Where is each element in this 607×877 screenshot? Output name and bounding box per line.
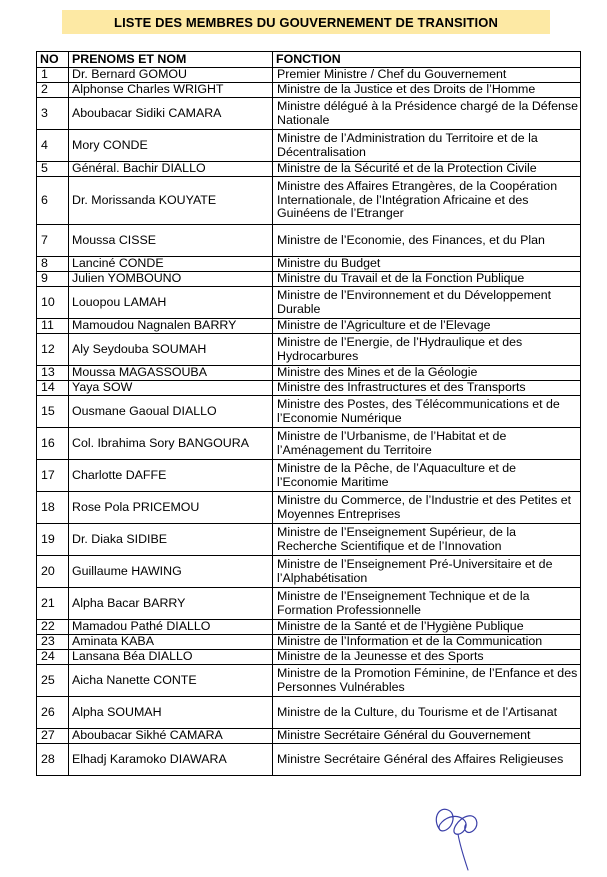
row-number: 5: [37, 162, 69, 177]
table-row: [37, 635, 581, 650]
table-row: [37, 650, 581, 665]
row-number: 9: [37, 272, 69, 287]
member-function: Ministre de l’Urbanisme, de l’Habitat et de l’Aménagement du Territoire: [273, 428, 581, 460]
row-number: 1: [37, 68, 69, 83]
member-function: Ministre de l’Enseignement Pré-Universitaire et de l’Alphabétisation: [273, 556, 581, 588]
row-number: 14: [37, 381, 69, 396]
title-banner: [62, 10, 550, 34]
member-name: Ousmane Gaoual DIALLO: [69, 396, 273, 428]
table-row: [37, 396, 581, 428]
row-number: 16: [37, 428, 69, 460]
row-number: 18: [37, 492, 69, 524]
member-name: Alphonse Charles WRIGHT: [69, 83, 273, 98]
table-row: [37, 556, 581, 588]
header-name: PRENOMS ET NOM: [69, 52, 273, 68]
table-row: [37, 177, 581, 225]
member-function: Ministre des Infrastructures et des Transports: [273, 381, 581, 396]
table-row: [37, 524, 581, 556]
member-function: Ministre Secrétaire Général du Gouvernement: [273, 729, 581, 744]
row-number: 6: [37, 177, 69, 225]
table-row: [37, 665, 581, 697]
member-function: Ministre du Travail et de la Fonction Publique: [273, 272, 581, 287]
member-function: Ministre de l’Environnement et du Développement Durable: [273, 287, 581, 319]
table-row: [37, 492, 581, 524]
row-number: 4: [37, 130, 69, 162]
member-function: Ministre de la Justice et des Droits de l’Homme: [273, 83, 581, 98]
table-row: [37, 460, 581, 492]
member-name: Yaya SOW: [69, 381, 273, 396]
member-name: Lanciné CONDE: [69, 257, 273, 272]
row-number: 26: [37, 697, 69, 729]
row-number: 21: [37, 588, 69, 620]
row-number: 12: [37, 334, 69, 366]
member-function: Ministre de l’Energie, de l’Hydraulique et des Hydrocarbures: [273, 334, 581, 366]
member-function: Ministre de l’Administration du Territoire et de la Décentralisation: [273, 130, 581, 162]
member-name: Aboubacar Sidiki CAMARA: [69, 98, 273, 130]
table-row: [37, 257, 581, 272]
member-name: Dr. Bernard GOMOU: [69, 68, 273, 83]
member-name: Aly Seydouba SOUMAH: [69, 334, 273, 366]
member-function: Ministre délégué à la Présidence chargé de la Défense Nationale: [273, 98, 581, 130]
table-body: [37, 68, 581, 776]
table-row: [37, 334, 581, 366]
row-number: 3: [37, 98, 69, 130]
member-function: Ministre de la Jeunesse et des Sports: [273, 650, 581, 665]
table-row: [37, 729, 581, 744]
member-function: Ministre de l’Information et de la Communication: [273, 635, 581, 650]
table-row: [37, 381, 581, 396]
table-row: [37, 272, 581, 287]
member-name: Mamoudou Nagnalen BARRY: [69, 319, 273, 334]
row-number: 2: [37, 83, 69, 98]
member-function: Ministre de la Pêche, de l’Aquaculture et de l’Economie Maritime: [273, 460, 581, 492]
member-function: Ministre du Commerce, de l’Industrie et des Petites et Moyennes Entreprises: [273, 492, 581, 524]
table-header-row: [37, 52, 581, 68]
member-name: Général. Bachir DIALLO: [69, 162, 273, 177]
row-number: 19: [37, 524, 69, 556]
table-row: [37, 588, 581, 620]
row-number: 23: [37, 635, 69, 650]
member-name: Aboubacar Sikhé CAMARA: [69, 729, 273, 744]
member-name: Aicha Nanette CONTE: [69, 665, 273, 697]
table-row: [37, 319, 581, 334]
member-name: Guillaume HAWING: [69, 556, 273, 588]
table-row: [37, 130, 581, 162]
member-function: Ministre de l’Economie, des Finances, et du Plan: [273, 225, 581, 257]
table-row: [37, 620, 581, 635]
member-function: Ministre du Budget: [273, 257, 581, 272]
member-name: Mamadou Pathé DIALLO: [69, 620, 273, 635]
row-number: 20: [37, 556, 69, 588]
member-name: Moussa MAGASSOUBA: [69, 366, 273, 381]
member-function: Ministre de l’Enseignement Technique et de la Formation Professionnelle: [273, 588, 581, 620]
member-name: Alpha SOUMAH: [69, 697, 273, 729]
member-function: Ministre des Mines et de la Géologie: [273, 366, 581, 381]
member-function: Ministre Secrétaire Général des Affaires Religieuses: [273, 744, 581, 776]
member-function: Ministre des Postes, des Télécommunications et de l’Economie Numérique: [273, 396, 581, 428]
member-name: Col. Ibrahima Sory BANGOURA: [69, 428, 273, 460]
member-function: Ministre de la Santé et de l’Hygiène Publique: [273, 620, 581, 635]
member-function: Ministre de la Culture, du Tourisme et de l’Artisanat: [273, 697, 581, 729]
member-name: Julien YOMBOUNO: [69, 272, 273, 287]
table-row: [37, 68, 581, 83]
member-name: Moussa CISSE: [69, 225, 273, 257]
table-row: [37, 366, 581, 381]
member-name: Mory CONDE: [69, 130, 273, 162]
table-row: [37, 225, 581, 257]
member-function: Ministre de l’Agriculture et de l’Elevage: [273, 319, 581, 334]
row-number: 17: [37, 460, 69, 492]
row-number: 24: [37, 650, 69, 665]
table-row: [37, 697, 581, 729]
member-function: Ministre de la Promotion Féminine, de l’Enfance et des Personnes Vulnérables: [273, 665, 581, 697]
header-no: NO: [37, 52, 69, 68]
member-name: Rose Pola PRICEMOU: [69, 492, 273, 524]
member-function: Ministre de l’Enseignement Supérieur, de la Recherche Scientifique et de l’Innovation: [273, 524, 581, 556]
member-name: Dr. Morissanda KOUYATE: [69, 177, 273, 225]
table-row: [37, 162, 581, 177]
table-row: [37, 287, 581, 319]
row-number: 8: [37, 257, 69, 272]
row-number: 13: [37, 366, 69, 381]
member-function: Ministre des Affaires Etrangères, de la Coopération Internationale, de l’Intégration Africaine et des Guinéens de l’Etranger: [273, 177, 581, 225]
document-title: LISTE DES MEMBRES DU GOUVERNEMENT DE TRANSITION: [114, 14, 498, 30]
member-function: Premier Ministre / Chef du Gouvernement: [273, 68, 581, 83]
row-number: 27: [37, 729, 69, 744]
row-number: 7: [37, 225, 69, 257]
member-name: Aminata KABA: [69, 635, 273, 650]
table-row: [37, 83, 581, 98]
member-name: Elhadj Karamoko DIAWARA: [69, 744, 273, 776]
member-name: Dr. Diaka SIDIBE: [69, 524, 273, 556]
member-name: Alpha Bacar BARRY: [69, 588, 273, 620]
member-name: Louopou LAMAH: [69, 287, 273, 319]
members-table: [36, 51, 581, 776]
table-row: [37, 428, 581, 460]
row-number: 15: [37, 396, 69, 428]
row-number: 22: [37, 620, 69, 635]
table-row: [37, 98, 581, 130]
row-number: 28: [37, 744, 69, 776]
row-number: 11: [37, 319, 69, 334]
table-row: [37, 744, 581, 776]
member-name: Charlotte DAFFE: [69, 460, 273, 492]
header-function: FONCTION: [273, 52, 581, 68]
signature: [428, 800, 488, 872]
member-function: Ministre de la Sécurité et de la Protection Civile: [273, 162, 581, 177]
row-number: 10: [37, 287, 69, 319]
row-number: 25: [37, 665, 69, 697]
member-name: Lansana Béa DIALLO: [69, 650, 273, 665]
